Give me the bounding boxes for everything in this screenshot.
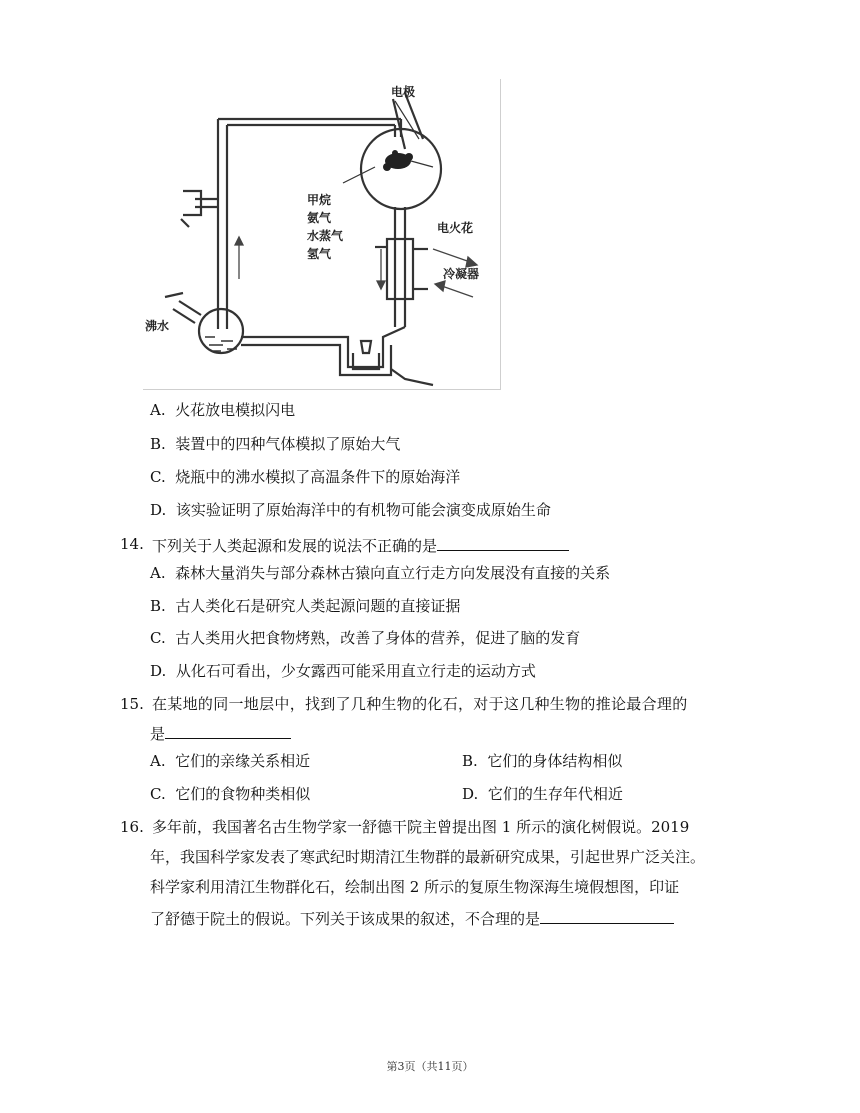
option-letter: C. — [150, 785, 166, 803]
option-letter: A. — [150, 752, 166, 770]
page-footer: 第3页（共11页） — [386, 1060, 474, 1073]
q14-number: 14. — [120, 535, 144, 553]
q14-stem — [152, 534, 569, 556]
option-text: 古人类化石是研究人类起源问题的直接证据 — [175, 597, 461, 615]
answer-blank[interactable] — [165, 722, 291, 739]
q13-option-d — [150, 500, 551, 520]
option-text: 古人类用火把食物烤熟，改善了身体的营养，促进了脑的发育 — [175, 629, 581, 647]
q14-option-b — [150, 596, 460, 616]
electrode-label: 电极 — [391, 85, 416, 99]
q16-line-2: 年，我国科学家发表了寒武纪时期清江生物群的最新研究成果，引起世界广泛关注。 — [150, 848, 706, 866]
q16-line-4-text: 了舒德于院土的假说。下列关于该成果的叙述，不合理的是 — [150, 910, 541, 928]
option-text: 它们的食物种类相似 — [175, 785, 311, 803]
option-text: 该实验证明了原始海洋中的有机物可能会演变成原始生命 — [175, 501, 551, 519]
option-text: 它们的亲缘关系相近 — [175, 752, 311, 770]
q15-option-b — [462, 751, 622, 771]
q15-stem-line1: 在某地的同一地层中，找到了几种生物的化石，对于这几种生物的推论最合理的 — [152, 695, 688, 713]
q14-text: 下列关于人类起源和发展的说法不正确的是 — [152, 537, 438, 555]
q15-option-a — [150, 751, 310, 771]
q14-option-c — [150, 628, 580, 648]
methane-label: 甲烷 — [307, 193, 332, 207]
q15-stem-line2 — [150, 722, 291, 744]
option-letter: D. — [150, 662, 167, 680]
q14-option-a — [150, 563, 610, 583]
condenser-label: 冷凝器 — [443, 267, 480, 281]
q16-line-1: 多年前，我国著名古生物学家一舒德干院主曾提出图 1 所示的演化树假说。2019 — [152, 818, 690, 836]
option-letter: D. — [462, 785, 479, 803]
hydrogen-label: 氢气 — [307, 247, 332, 261]
option-text: 它们的身体结构相似 — [487, 752, 623, 770]
water-vapor-label: 水蒸气 — [307, 229, 344, 243]
boiling-water-label: 沸水 — [145, 319, 170, 333]
option-text: 它们的生存年代相近 — [487, 785, 623, 803]
ammonia-label: 氨气 — [307, 211, 332, 225]
option-letter: A. — [150, 401, 166, 419]
q16-number: 16. — [120, 818, 144, 836]
option-letter: C. — [150, 468, 166, 486]
q15-number: 15. — [120, 695, 144, 713]
option-text: 森林大量消失与部分森林古猿向直立行走方向发展没有直接的关系 — [175, 564, 611, 582]
q13-option-a — [150, 400, 295, 420]
option-text: 烧瓶中的沸水模拟了高温条件下的原始海洋 — [175, 468, 461, 486]
option-letter: B. — [150, 597, 166, 615]
option-text: 装置中的四种气体模拟了原始大气 — [175, 435, 401, 453]
option-text: 火花放电模拟闪电 — [175, 401, 296, 419]
option-letter: A. — [150, 564, 166, 582]
q13-option-c — [150, 467, 460, 487]
q15-text-end: 是 — [150, 725, 166, 743]
option-letter: B. — [462, 752, 478, 770]
option-letter: D. — [150, 501, 167, 519]
option-letter: B. — [150, 435, 166, 453]
answer-blank[interactable] — [540, 907, 674, 924]
q15-option-d — [462, 784, 623, 804]
option-text: 从化石可看出，少女露西可能采用直立行走的运动方式 — [175, 662, 536, 680]
option-letter: C. — [150, 629, 166, 647]
q16-line-3: 科学家利用清江生物群化石，绘制出图 2 所示的复原生物深海生境假想图，印证 — [150, 878, 680, 896]
q15-option-c — [150, 784, 310, 804]
miller-experiment-figure — [143, 79, 501, 390]
answer-blank[interactable] — [437, 534, 569, 551]
q16-line-4 — [150, 907, 674, 929]
q14-option-d — [150, 661, 536, 681]
q13-option-b — [150, 434, 400, 454]
spark-label: 电火花 — [437, 221, 474, 235]
